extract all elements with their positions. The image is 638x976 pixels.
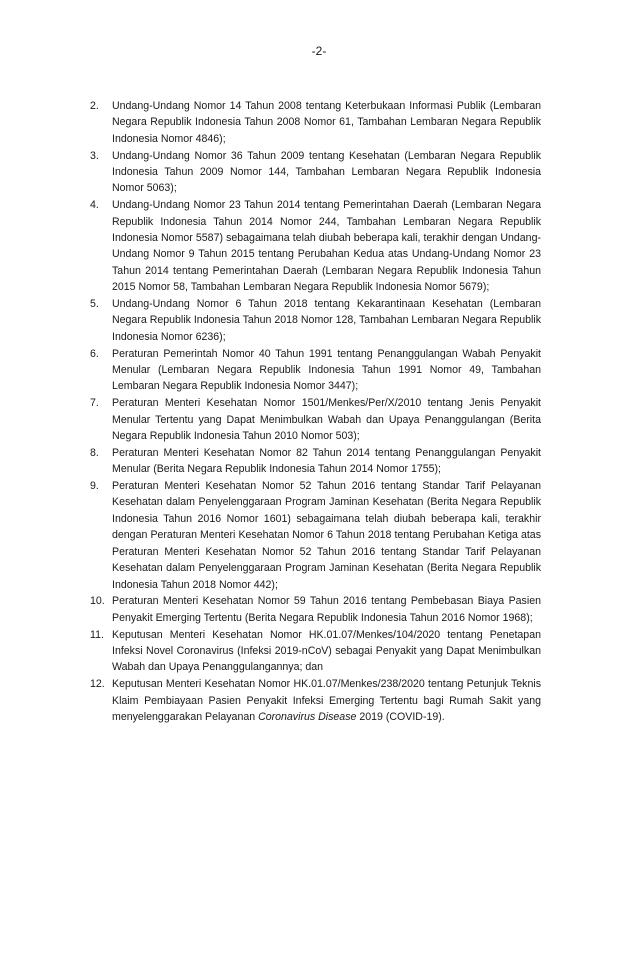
item-number: 2. bbox=[90, 100, 99, 112]
item-text-after: 2019 (COVID-19). bbox=[356, 710, 445, 723]
item-text: Peraturan Menteri Kesehatan Nomor 82 Tahun 2014 tentang Penanggulangan Penyakit Menular (Berita Negara Republik Indonesia Tahun 2014 Nomor 1755); bbox=[112, 446, 541, 476]
item-text: Peraturan Pemerintah Nomor 40 Tahun 1991 tentang Penanggulangan Wabah Penyakit Menular (Lembaran Negara Republik Indonesia Tahun 1991 Nomor 49, Tambahan Lembaran Negara Republik Indonesia Nomor 3447); bbox=[112, 347, 541, 393]
item-text-before: Keputusan Menteri Kesehatan Nomor HK.01.07/Menkes/238/2020 tentang Petunjuk Teknis Klaim Pembiayaan Pasien Penyakit Infeksi Emerging Tertentu bagi Rumah Sakit yang menyelenggarakan Pelayanan bbox=[112, 678, 541, 723]
item-text bbox=[112, 676, 541, 725]
list-item bbox=[90, 98, 541, 147]
item-text: Peraturan Menteri Kesehatan Nomor 1501/Menkes/Per/X/2010 tentang Jenis Penyakit Menular Tertentu yang Dapat Menimbulkan Wabah dan Upaya Penanggulangan (Berita Negara Republik Indonesia Tahun 2010 Nomor 503); bbox=[112, 397, 541, 443]
item-number: 6. bbox=[90, 347, 99, 360]
item-text: Keputusan Menteri Kesehatan Nomor HK.01.07/Menkes/104/2020 tentang Penetapan Infeksi Novel Coronavirus (Infeksi 2019-nCoV) sebagai Penyakit yang Dapat Menimbulkan Wabah dan Upaya Penanggulangannya; dan bbox=[112, 628, 541, 674]
item-text: Undang-Undang Nomor 6 Tahun 2018 tentang Kekarantinaan Kesehatan (Lembaran Negara Republik Indonesia Tahun 2018 Nomor 128, Tambahan Lembaran Negara Republik Indonesia Nomor 6236); bbox=[112, 298, 541, 343]
item-text-italic: Coronavirus Disease bbox=[258, 710, 357, 723]
list-item bbox=[90, 478, 541, 593]
item-number: 5. bbox=[90, 298, 99, 311]
item-number: 7. bbox=[90, 397, 99, 410]
item-number: 11. bbox=[90, 628, 104, 641]
item-number: 3. bbox=[90, 149, 99, 162]
list-item bbox=[90, 296, 541, 345]
item-text: Peraturan Menteri Kesehatan Nomor 52 Tahun 2016 tentang Standar Tarif Pelayanan Kesehatan dalam Penyelenggaraan Program Jaminan Kesehatan (Berita Negara Republik Indonesia Tahun 2016 Nomor 1601) sebagaimana telah diubah beberapa kali, terakhir dengan Peraturan Menteri Kesehatan Nomor 6 Tahun 2018 tentang Perubahan Ketiga atas Peraturan Menteri Kesehatan Nomor 52 Tahun 2016 tentang Standar Tarif Pelayanan Kesehatan dalam Penyelenggaraan Program Jaminan Kesehatan (Berita Negara Republik Indonesia Tahun 2018 Nomor 442); bbox=[112, 480, 541, 591]
list-item bbox=[90, 148, 541, 197]
item-text: Undang-Undang Nomor 23 Tahun 2014 tentang Pemerintahan Daerah (Lembaran Negara Republik Indonesia Tahun 2014 Nomor 244, Tambahan Lembaran Negara Republik Indonesia Nomor 5587) sebagaimana telah diubah beberapa kali, terakhir dengan Undang-Undang Nomor 9 Tahun 2015 tentang Perubahan Kedua atas Undang-Undang Nomor 23 Tahun 2014 tentang Pemerintahan Daerah (Lembaran Negara Republik Indonesia Tahun 2015 Nomor 58, Tambahan Lembaran Negara Republik Indonesia Nomor 5679); bbox=[112, 199, 541, 294]
item-number: 8. bbox=[90, 446, 99, 459]
list-item bbox=[90, 346, 541, 395]
reference-list bbox=[90, 98, 541, 726]
item-number: 12. bbox=[90, 678, 105, 691]
page-number: -2- bbox=[311, 44, 327, 58]
list-item bbox=[90, 593, 541, 626]
list-item bbox=[90, 197, 541, 295]
item-number: 9. bbox=[90, 480, 99, 493]
item-text: Undang-Undang Nomor 36 Tahun 2009 tentang Kesehatan (Lembaran Negara Republik Indonesia Tahun 2009 Nomor 144, Tambahan Lembaran Negara Republik Indonesia Nomor 5063); bbox=[112, 149, 541, 195]
list-item bbox=[90, 395, 541, 444]
list-item bbox=[90, 676, 541, 725]
list-item bbox=[90, 627, 541, 676]
list-item bbox=[90, 445, 541, 478]
item-number: 10. bbox=[90, 595, 105, 608]
item-text: Undang-Undang Nomor 14 Tahun 2008 tentang Keterbukaan Informasi Publik (Lembaran Negara Republik Indonesia Tahun 2008 Nomor 61, Tambahan Lembaran Negara Republik Indonesia Nomor 4846); bbox=[112, 100, 541, 145]
item-number: 4. bbox=[90, 199, 99, 212]
item-text: Peraturan Menteri Kesehatan Nomor 59 Tahun 2016 tentang Pembebasan Biaya Pasien Penyakit Emerging Tertentu (Berita Negara Republik Indonesia Tahun 2016 Nomor 1968); bbox=[112, 595, 541, 624]
